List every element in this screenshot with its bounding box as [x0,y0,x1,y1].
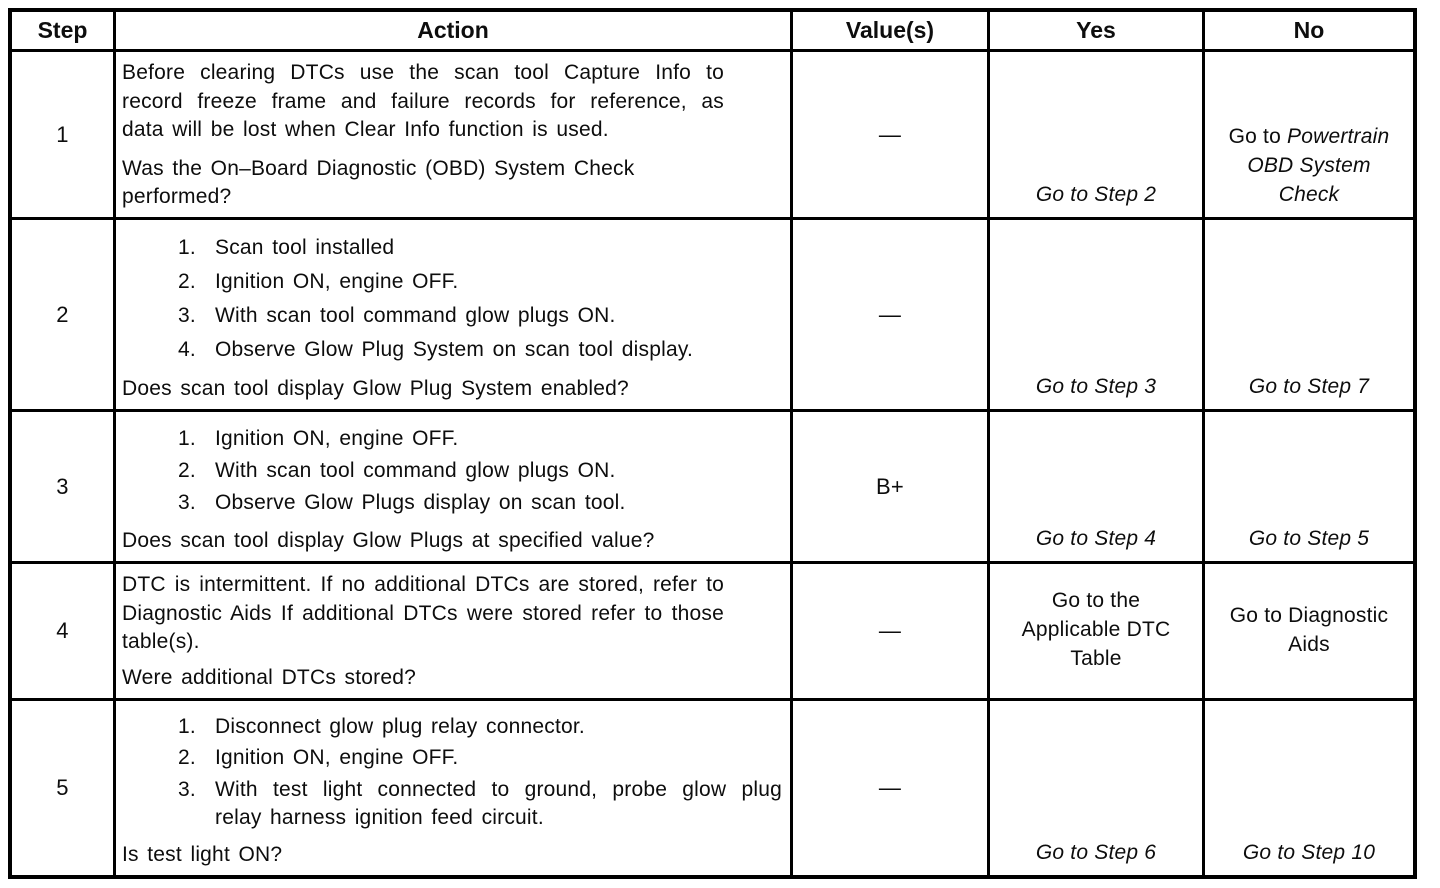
list-number: 1. [178,714,196,738]
list-number: 3. [178,491,196,515]
action-list-item [178,713,782,742]
step-cell: 1 [56,121,69,147]
list-number: 3. [178,777,196,801]
list-text: With scan tool command glow plugs ON. [215,303,616,327]
list-number: 2. [178,270,196,294]
action-cell [113,701,790,875]
action-list-item [178,457,782,486]
column-header-yes: Yes [987,12,1202,49]
action-numbered-list [122,229,782,369]
list-number: 4. [178,337,196,361]
yes-cell [987,564,1202,698]
action-body [122,571,782,664]
action-cell [113,220,790,409]
list-number: 2. [178,458,196,482]
diagnostic-table [8,8,1417,879]
column-header-step: Step [37,17,88,43]
yes-cell [987,220,1202,409]
action-question: Were additional DTCs stored? [122,666,417,690]
action-body [122,419,782,527]
yes-cell [987,52,1202,217]
action-list-item [178,425,782,454]
value-cell: — [790,564,987,698]
step-cell: 3 [56,473,69,499]
table-row [12,561,1413,698]
action-body [122,227,782,375]
column-header-action: Action [113,12,790,49]
table-row [12,49,1413,217]
action-list-item [178,776,782,833]
list-text: Ignition ON, engine OFF. [215,426,459,450]
action-cell [113,412,790,561]
no-cell [1202,564,1413,698]
action-body [122,59,782,155]
action-numbered-list [122,710,782,835]
action-question: Was the On–Board Diagnostic (OBD) System Check performed? [122,156,635,209]
action-list-item [178,234,782,263]
no-cell [1202,412,1413,561]
list-text: Ignition ON, engine OFF. [215,746,459,770]
list-number: 1. [178,236,196,260]
value-cell: — [790,52,987,217]
list-text: With scan tool command glow plugs ON. [215,458,616,482]
no-cell [1202,220,1413,409]
goto-reference: Go to Step 4 [1035,527,1157,551]
column-header-values: Value(s) [790,12,987,49]
list-number: 1. [178,426,196,450]
goto-reference: Go to Step 2 [1035,183,1157,207]
goto-reference: Go to Step 7 [1248,375,1370,399]
goto-reference: Go to Step 6 [1035,841,1157,865]
yes-cell [987,412,1202,561]
action-list-item [178,489,782,518]
action-list-item [178,268,782,297]
action-list-item [178,744,782,773]
action-numbered-list [122,421,782,521]
goto-reference: Go to Powertrain OBD System Check [1228,125,1390,207]
goto-reference: Go to Step 3 [1035,375,1157,399]
action-question: Does scan tool display Glow Plug System enabled? [122,377,629,401]
value-cell: — [790,220,987,409]
list-text: Observe Glow Plugs display on scan tool. [215,491,626,515]
value-cell: — [790,701,987,875]
action-body [122,708,782,841]
list-text: Observe Glow Plug System on scan tool display. [215,337,694,361]
list-number: 2. [178,746,196,770]
list-text: Ignition ON, engine OFF. [215,270,459,294]
column-header-no: No [1202,12,1413,49]
goto-reference: Go to the Applicable DTC Table [1021,589,1171,670]
action-question: Does scan tool display Glow Plugs at specified value? [122,529,655,553]
step-cell: 2 [56,301,69,327]
action-cell [113,564,790,698]
goto-reference: Go to Step 10 [1242,841,1376,865]
action-question: Is test light ON? [122,843,283,867]
action-cell [113,52,790,217]
action-list-item [178,336,782,365]
list-text: With test light connected to ground, probe glow plug relay harness ignition feed circuit. [215,777,782,830]
list-text: Scan tool installed [215,236,395,260]
action-paragraph: DTC is intermittent. If no additional DTCs are stored, refer to Diagnostic Aids If additional DTCs were stored refer to those table(s). [122,573,724,654]
action-paragraph: Before clearing DTCs use the scan tool Capture Info to record freeze frame and failure records for reference, as data will be lost when Clear Info function is used. [122,61,724,142]
list-number: 3. [178,303,196,327]
table-header-row [12,12,1413,49]
table-row [12,409,1413,561]
goto-reference: Go to Diagnostic Aids [1229,603,1389,656]
no-cell [1202,701,1413,875]
list-text: Disconnect glow plug relay connector. [215,714,585,738]
yes-cell [987,701,1202,875]
step-cell: 4 [56,618,69,643]
table-row [12,217,1413,409]
value-cell: B+ [790,412,987,561]
table-row [12,698,1413,875]
step-cell: 5 [56,775,69,800]
action-list-item [178,302,782,331]
goto-reference: Go to Step 5 [1248,527,1370,551]
no-cell [1202,52,1413,217]
